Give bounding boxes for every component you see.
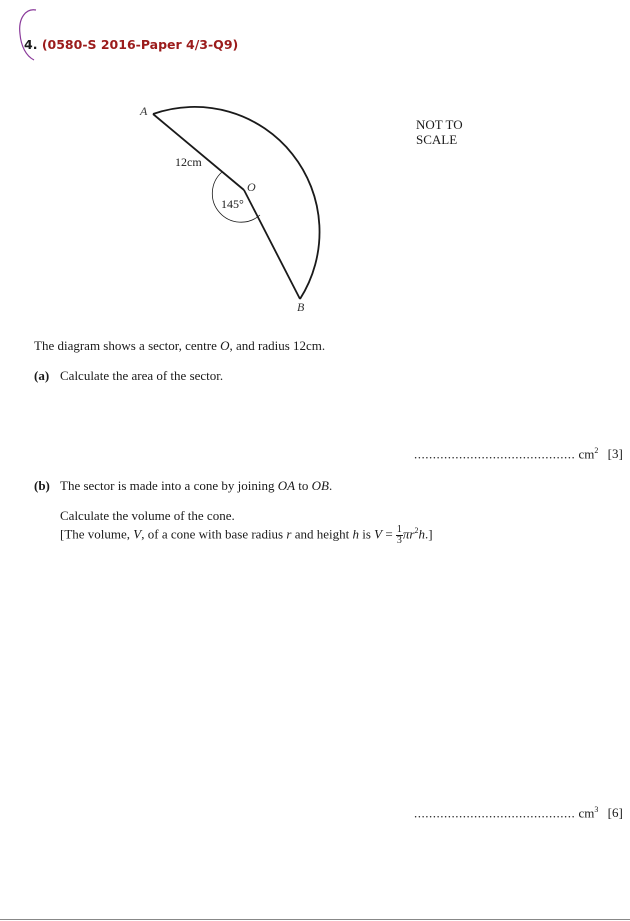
part-b-mid: to <box>295 478 312 493</box>
marks: [3] <box>607 446 623 462</box>
part-b-instruction: Calculate the volume of the cone. <box>60 508 235 523</box>
answer-dots: ........................................... <box>414 805 576 821</box>
formula-end: .] <box>425 526 433 542</box>
formula-mid2: and height <box>291 526 353 542</box>
not-to-scale-line1: NOT TO <box>416 117 463 132</box>
fraction-numerator: 1 <box>396 523 402 535</box>
formula-pi-r: πr <box>402 526 415 542</box>
label-o: O <box>247 180 256 194</box>
formula-square: 2 <box>414 526 419 535</box>
part-a-answer-line[interactable] <box>414 446 623 462</box>
formula-v: V <box>374 526 383 542</box>
formula-var-v: V <box>133 526 142 542</box>
page-bottom-border <box>0 919 630 920</box>
sector-diagram <box>130 80 390 320</box>
answer-dots: ........................................... <box>414 446 576 462</box>
pen-circle-mark <box>12 6 52 66</box>
formula-intro: [The volume, <box>60 526 134 542</box>
part-b-question <box>60 478 332 494</box>
answer-unit: cm <box>578 805 595 821</box>
angle-label: 145° <box>221 197 244 211</box>
label-b: B <box>297 300 305 314</box>
formula-var-r: r <box>286 526 292 542</box>
part-b-end: . <box>329 478 333 493</box>
marks: [6] <box>607 805 623 821</box>
radius-label: 12cm <box>175 155 202 169</box>
formula-h: h <box>418 526 425 542</box>
part-b-answer-line[interactable] <box>414 805 623 821</box>
answer-unit-power: 3 <box>594 805 599 814</box>
fraction-one-third <box>396 525 403 546</box>
cone-volume-formula <box>60 520 433 546</box>
answer-unit: cm <box>578 446 595 462</box>
part-a-question: Calculate the area of the sector. <box>60 368 224 383</box>
formula-var-h: h <box>352 526 359 542</box>
part-b-before: The sector is made into a cone by joining <box>60 478 278 493</box>
radius-ob <box>244 190 300 299</box>
formula-eq: = <box>382 526 396 542</box>
intro-after: , and radius 12cm. <box>229 338 326 353</box>
fraction-denominator: 3 <box>396 534 402 546</box>
not-to-scale-line2: SCALE <box>416 132 458 147</box>
not-to-scale-note <box>416 117 463 147</box>
segment-oa: OA <box>277 478 296 493</box>
answer-unit-power: 2 <box>594 446 599 455</box>
radius-oa <box>153 114 244 190</box>
intro-before: The diagram shows a sector, centre <box>34 338 221 353</box>
part-b-label: (b) <box>34 478 50 493</box>
question-header <box>24 37 238 52</box>
formula-mid1: , of a cone with base radius <box>141 526 287 542</box>
part-a-label: (a) <box>34 368 50 383</box>
segment-ob: OB <box>311 478 330 493</box>
label-a: A <box>140 104 148 118</box>
question-number: 4. <box>24 37 38 52</box>
formula-mid3: is <box>358 526 375 542</box>
intro-text <box>34 338 325 354</box>
intro-centre: O <box>220 338 230 353</box>
question-reference: (0580-S 2016-Paper 4/3-Q9) <box>41 37 239 52</box>
